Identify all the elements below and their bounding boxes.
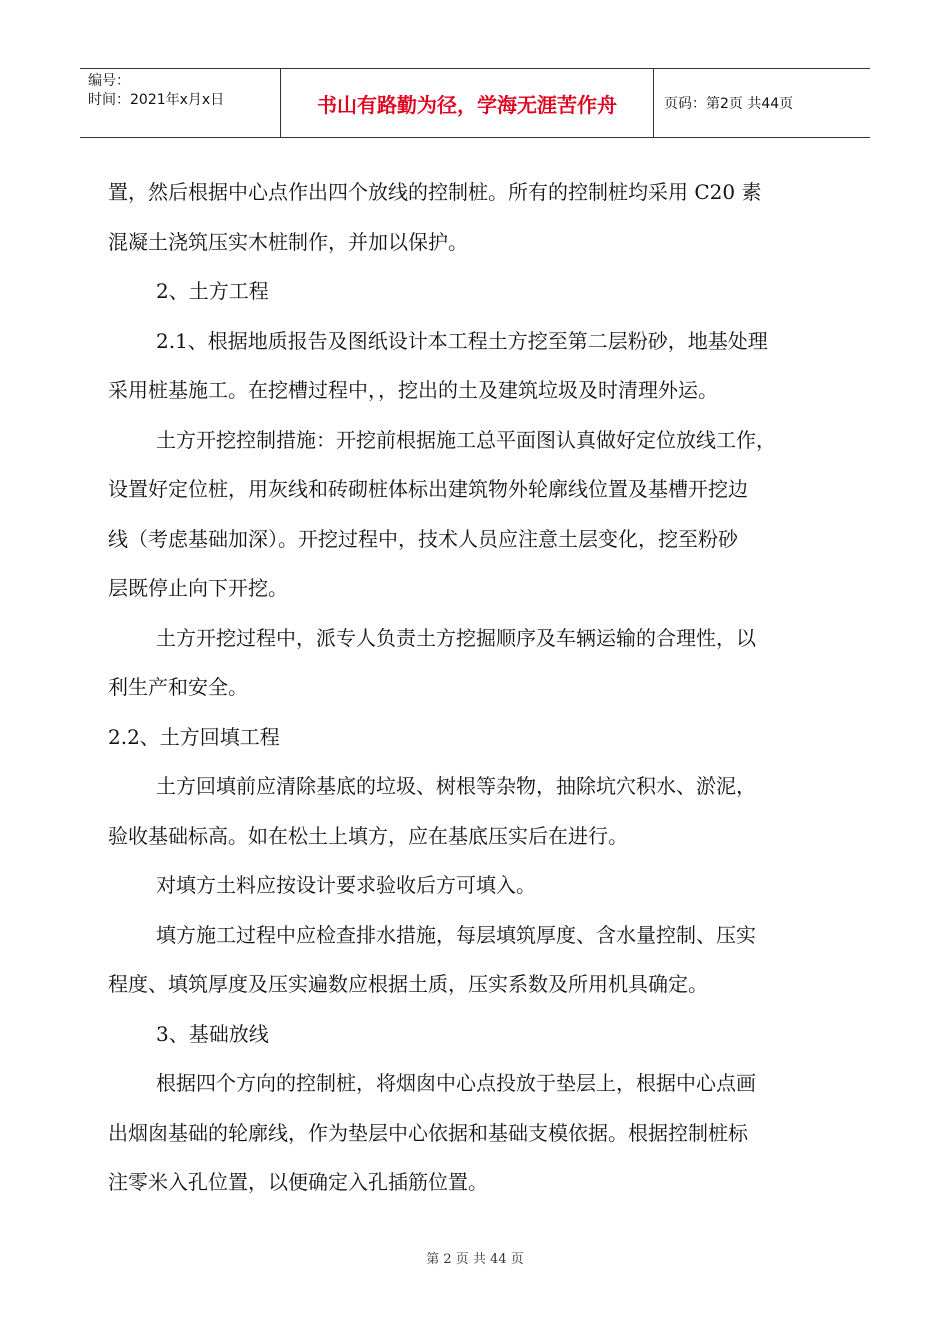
paragraph-line: 注零米入孔位置，以便确定入孔插筋位置。 xyxy=(108,1170,488,1194)
page-footer: 第 2 页 共 44 页 xyxy=(426,1252,524,1267)
paragraph-line: 2.2、土方回填工程 xyxy=(108,724,280,749)
paragraph-line: 出烟囱基础的轮廓线，作为垫层中心依据和基础支模依据。根据控制桩标 xyxy=(108,1120,748,1145)
paragraph-line: 混凝土浇筑压实木桩制作，并加以保护。 xyxy=(108,229,468,254)
paragraph-line: 线（考虑基础加深）。开挖过程中，技术人员应注意土层变化，挖至粉砂 xyxy=(108,526,738,551)
paragraph-line: 2、土方工程 xyxy=(156,279,269,303)
paragraph-line: 利生产和安全。 xyxy=(108,675,248,699)
document-number-label: 编号： xyxy=(88,73,130,89)
paragraph-line: 2.1、根据地质报告及图纸设计本工程土方挖至第二层粉砂，地基处理 xyxy=(156,328,768,353)
paragraph-line: 土方开挖控制措施：开挖前根据施工总平面图认真做好定位放线工作， xyxy=(156,427,776,452)
document-body xyxy=(108,168,843,1208)
header-meta xyxy=(80,69,281,137)
paragraph-line: 程度、填筑厚度及压实遍数应根据土质，压实系数及所用机具确定。 xyxy=(108,972,708,996)
header-motto: 书山有路勤为径，学海无涯苦作舟 xyxy=(281,69,654,137)
paragraph-line: 填方施工过程中应检查排水措施，每层填筑厚度、含水量控制、压实 xyxy=(156,922,756,947)
paragraph-line: 层既停止向下开挖。 xyxy=(108,576,288,600)
page-header xyxy=(80,68,870,138)
paragraph-line: 设置好定位桩，用灰线和砖砌桩体标出建筑物外轮廓线位置及基槽开挖边 xyxy=(108,477,748,501)
paragraph-line: 3、基础放线 xyxy=(156,1021,269,1046)
paragraph-line: 置，然后根据中心点作出四个放线的控制桩。所有的控制桩均采用 C20 素 xyxy=(108,180,762,204)
header-page-info: 页码：第2页 共44页 xyxy=(664,96,794,112)
document-date: 时间：2021年x月x日 xyxy=(88,92,225,108)
paragraph-line: 土方开挖过程中，派专人负责土方挖掘顺序及车辆运输的合理性，以 xyxy=(156,625,756,650)
paragraph-line: 对填方土料应按设计要求验收后方可填入。 xyxy=(156,873,536,897)
paragraph-line: 验收基础标高。如在松土上填方，应在基底压实后在进行。 xyxy=(108,823,628,848)
paragraph-line: 根据四个方向的控制桩，将烟囱中心点投放于垫层上，根据中心点画 xyxy=(156,1071,756,1095)
paragraph-line: 土方回填前应清除基底的垃圾、树根等杂物，抽除坑穴积水、淤泥， xyxy=(156,774,756,798)
paragraph-line: 采用桩基施工。在挖槽过程中，，挖出的土及建筑垃圾及时清理外运。 xyxy=(108,378,718,402)
